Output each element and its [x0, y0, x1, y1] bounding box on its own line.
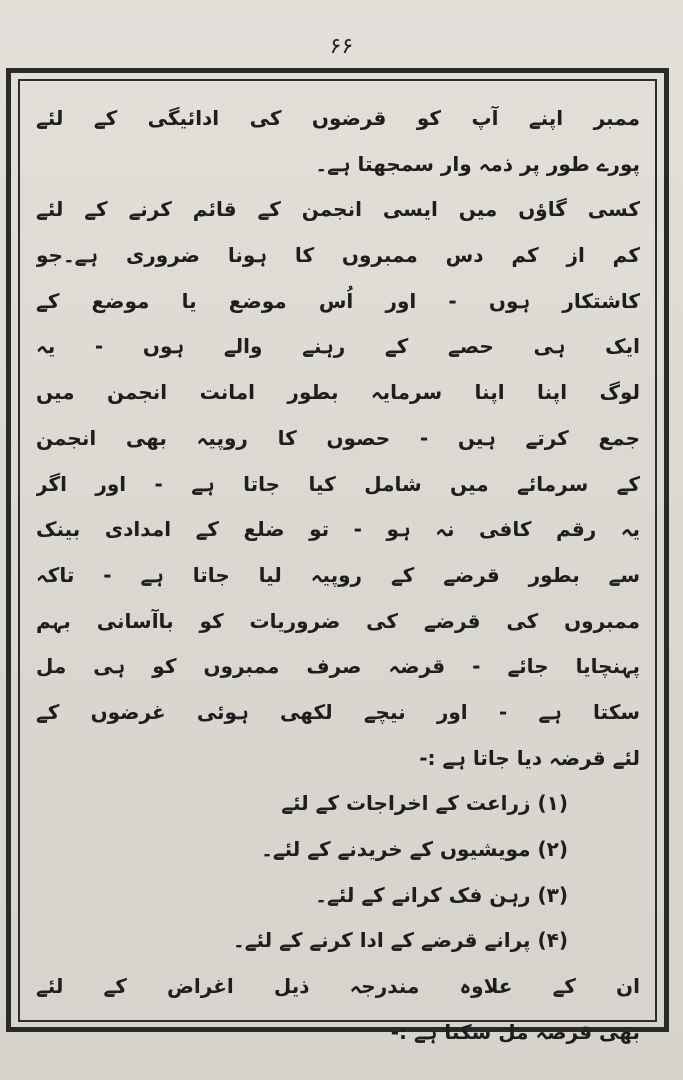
text-line: کسی گاؤں میں ایسی انجمن کے قائم کرنے کے لئے	[36, 197, 640, 222]
text-line: لئے قرضہ دیا جاتا ہے :-	[419, 745, 640, 770]
list-item: (۱) زراعت کے اخراجات کے لئے	[281, 791, 568, 816]
text-line: ممبر اپنے آپ کو قرضوں کی ادائیگی کے لئے	[36, 106, 640, 130]
text-line: ایک ہی حصے کے رہنے والے ہوں - یہ	[36, 334, 640, 359]
text-line: کم از کم دس ممبروں کا ہونا ضروری ہے۔جو	[36, 243, 640, 268]
urdu-text-body	[36, 96, 640, 1044]
text-line: کے سرمائے میں شامل کیا جاتا ہے - اور اگر	[36, 471, 640, 496]
text-line: پورے طور پر ذمہ وار سمجھتا ہے۔	[315, 151, 640, 176]
list-item: (۳) رہن فک کرانے کے لئے۔	[315, 882, 568, 907]
text-line: ان کے علاوہ مندرجہ ذیل اغراض کے لئے	[36, 974, 640, 999]
text-line: یہ رقم کافی نہ ہو - تو ضلع کے امدادی بینک	[36, 517, 640, 542]
text-line: جمع کرتے ہیں - حصوں کا روپیہ بھی انجمن	[36, 425, 640, 450]
text-line: ممبروں کی قرضے کی ضروریات کو باآسانی بہم	[36, 608, 640, 633]
list-item: (۴) پرانے قرضے کے ادا کرنے کے لئے۔	[233, 928, 568, 953]
text-line: سکتا ہے - اور نیچے لکھی ہوئی غرضوں کے	[36, 699, 640, 724]
page-number: ۶۶	[329, 34, 354, 59]
text-line: لوگ اپنا اپنا سرمایہ بطور امانت انجمن میں	[36, 380, 640, 405]
text-line: بھی قرضہ مل سکتا ہے :-	[390, 1019, 640, 1044]
text-line: پہنچایا جائے - قرضہ صرف ممبروں کو ہی مل	[36, 654, 640, 679]
text-line: سے بطور قرضے کے روپیہ لیا جاتا ہے - تاکہ	[36, 562, 640, 587]
text-line: کاشتکار ہوں - اور اُس موضع یا موضع کے	[36, 288, 640, 313]
list-item: (۲) مویشیوں کے خریدنے کے لئے۔	[261, 837, 568, 861]
